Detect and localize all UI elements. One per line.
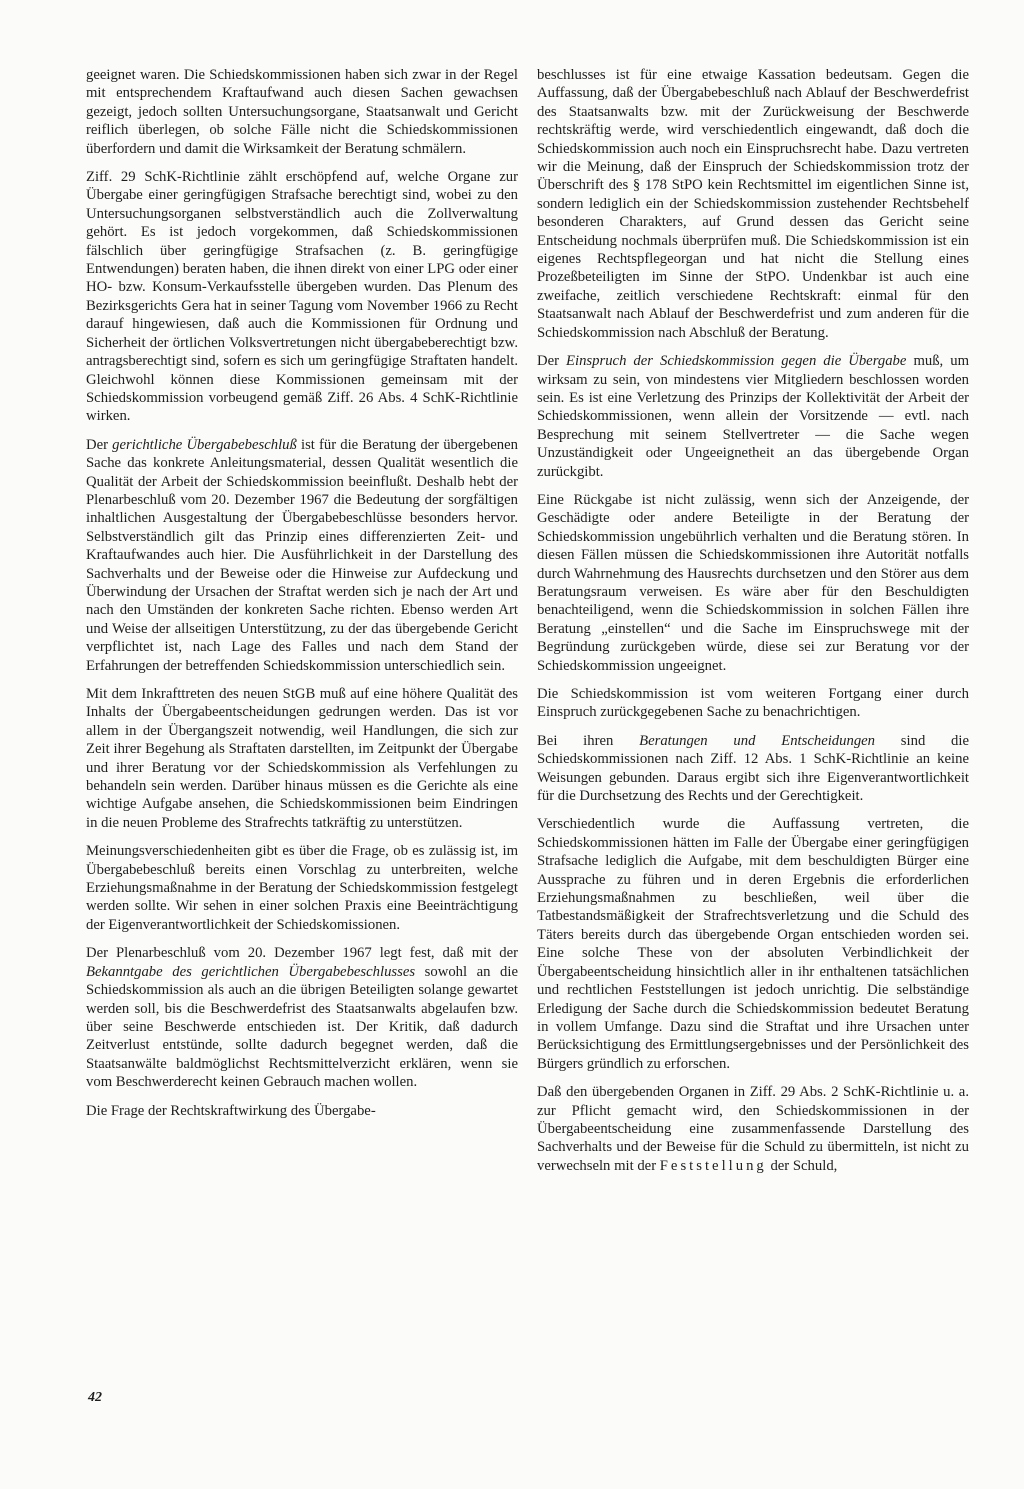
spaced-term: Feststellung: [659, 1157, 767, 1174]
paragraph: Verschiedentlich wurde die Auffassung vertreten, die Schiedskommissionen hätten im Falle der Übergabe einer geringfügigen Strafsache lediglich die Aufgabe, mit dem beschuldigten Bürger eine Aussprache zu führen und in deren Ergebnis die erforderlichen Erziehungsmaßnahmen zu beschließen, weil über die Tatbestandsmäßigkeit der Strafrechtsverletzung und die Schuld des Täters bereits durch das übergebende Organ entschieden worden sei. Eine solche These von der absoluten Verbindlichkeit der Übergabeentscheidung hinsichtlich aller in ihr enthaltenen tatsächlichen und rechtlichen Feststellungen ist jedoch unrichtig. Die selbständige Erledigung der Sache durch die Schiedskommission bedeutet Beratung in vollem Umfange. Dazu sind die Straftat und ihre Ursachen unter Berücksichtigung des Ermittlungsergebnisses und der Persönlichkeit des Bürgers gründlich zu erforschen.: [537, 816, 969, 1072]
paragraph: Bei ihren Beratungen und Entscheidungen sind die Schiedskommissionen nach Ziff. 12 Abs. 1 SchK-Richtlinie an keine Weisungen gebunden. Daraus ergibt sich ihre Eigenverantwortlichkeit für die Durchsetzung des Rechts und der Gerechtigkeit.: [537, 732, 969, 805]
right-column: [537, 66, 969, 1185]
paragraph: Ziff. 29 SchK-Richtlinie zählt erschöpfend auf, welche Organe zur Übergabe einer geringfügigen Strafsache berechtigt sind, wobei zu den Untersuchungsorganen selbstverständlich auch die Zollverwaltung gehört. Es ist jedoch vorgekommen, daß Schiedskommissionen fälschlich über geringfügige Strafsachen (z. B. geringfügige Entwendungen) beraten haben, die ihnen direkt von einer LPG oder einer HO- bzw. Konsum-Verkaufsstelle übergeben wurden. Das Plenum des Bezirksgerichts Gera hat in seiner Tagung vom November 1966 zu Recht darauf hingewiesen, daß auch die Kommissionen für Ordnung und Sicherheit der örtlichen Volksvertretungen nicht übergabeberechtigt bzw. antragsberechtigt sind, sofern es sich um geringfügige Straftaten handelt. Gleichwohl können diese Kommissionen gemeinsam mit der Schiedskommission vorbeugend gemäß Ziff. 26 Abs. 4 SchK-Richtlinie wirken.: [86, 169, 518, 425]
page-number: 42: [88, 1390, 102, 1405]
paragraph: Der Plenarbeschluß vom 20. Dezember 1967 legt fest, daß mit der Bekanntgabe des gerichtlichen Übergabebeschlusses sowohl an die Schiedskommission als auch an die übrigen Beteiligten solange gewartet werden soll, bis die Beschwerdefrist des Staatsanwalts abgelaufen bzw. über seine Beschwerde entschieden ist. Der Kritik, daß dadurch Zeitverlust entstünde, sollte dadurch begegnet werden, daß die Staatsanwälte baldmöglichst Rechtsmittelverzicht erklären, wenn sie vom Beschwerderecht keinen Gebrauch machen wollen.: [86, 945, 518, 1091]
paragraph: beschlusses ist für eine etwaige Kassation bedeutsam. Gegen die Auffassung, daß der Übergabebeschluß nach Ablauf der Beschwerdefrist des Staatsanwalts bzw. mit der Zurückweisung der Beschwerde rechtskräftig werde, wird verschiedentlich eingewandt, daß doch die Schiedskommission auch noch ein Einspruchsrecht habe. Dazu vertreten wir die Meinung, daß der Einspruch der Schiedskommission trotz der Überschrift des § 178 StPO kein Rechtsmittel im eigentlichen Sinne ist, sondern lediglich ein der Schiedskommission zustehender Rechtsbehelf besonderen Charakters, auf Grund dessen das Gericht seine Entscheidung nochmals überprüfen muß. Die Schiedskommission ist ein eigenes Rechtspflegeorgan und hat nicht die Stellung eines Prozeßbeteiligten im Sinne der StPO. Undenkbar ist auch eine zweifache, zeitlich verschiedene Rechtskraft: einmal für den Staatsanwalt nach Ablauf der Beschwerdefrist und zum anderen für die Schiedskommission nach Abschluß der Beratung.: [537, 67, 969, 341]
paragraph: Mit dem Inkrafttreten des neuen StGB muß auf eine höhere Qualität des Inhalts der Übergabeentscheidungen gedrungen werden. Das ist vor allem in der Übergangszeit notwendig, weil Handlungen, die sich zur Zeit ihrer Begehung als Straftaten darstellten, im Zeitpunkt der Übergabe und ihrer Beratung vor der Schiedskommission als Verfehlungen zu behandeln sein werden. Darüber hinaus müssen es die Gerichte als eine wichtige Aufgabe ansehen, die Schiedskommissionen beim Eindringen in die neuen Probleme des Strafrechts tatkräftig zu unterstützen.: [86, 686, 518, 831]
paragraph: Meinungsverschiedenheiten gibt es über die Frage, ob es zulässig ist, im Übergabebeschluß bereits einen Vorschlag zu unterbreiten, welche Erziehungsmaßnahme in der Beratung der Schiedskommission festgelegt werden sollte. Wir sehen in einer solchen Praxis eine Beeinträchtigung der Eigenverantwortlichkeit der Schiedskomissionen.: [86, 843, 518, 933]
emphasized-term: gerichtliche Übergabebeschluß: [112, 436, 297, 453]
emphasized-term: Einspruch der Schiedskommission gegen die Übergabe: [566, 353, 907, 370]
paragraph: Eine Rückgabe ist nicht zulässig, wenn sich der Anzeigende, der Geschädigte oder andere Beteiligte in der Beratung der Schiedskommission ungebührlich verhalten und die Beratung stören. In diesen Fällen müssen die Schiedskommissionen ihre Autorität notfalls durch Wahrnehmung des Hausrechts durchsetzen und den Störer aus dem Beratungsraum verweisen. Es wäre aber für den Beschuldigten benachteiligend, wenn die Schiedskommission in solchen Fällen ihre Beratung „einstellen“ und die Sache im Einspruchswege mit der Begründung zurückgeben würde, diese sei zur Beratung vor der Schiedskommission ungeeignet.: [537, 491, 969, 674]
emphasized-term: Beratungen und Entscheidungen: [639, 732, 876, 749]
emphasized-term: Bekanntgabe des gerichtlichen Übergabebeschlusses: [86, 963, 416, 980]
paragraph: Der Einspruch der Schiedskommission gegen die Übergabe muß, um wirksam zu sein, von mindestens vier Mitgliedern beschlossen worden sein. Es ist eine Verletzung des Prinzips der Kollektivität der Arbeit der Schiedskommissionen, wenn allein der Vorsitzende — evtl. nach Besprechung mit seinem Stellvertreter — die Sache wegen Unzuständigkeit oder Ungeeignetheit an das übergebende Organ zurückgibt.: [537, 353, 969, 480]
paragraph: Die Schiedskommission ist vom weiteren Fortgang einer durch Einspruch zurückgegebenen Sache zu benachrichtigen.: [537, 686, 969, 721]
paragraph: geeignet waren. Die Schiedskommissionen haben sich zwar in der Regel mit entsprechendem Kraftaufwand auch diesen Sachen gewachsen gezeigt, jedoch sollten Untersuchungsorgane, Staatsanwalt und Gericht reiflich überlegen, ob solche Fälle nicht die Schiedskommissionen überfordern und damit die Wirksamkeit der Beratung schmälern.: [86, 67, 518, 157]
left-column: [86, 66, 518, 1130]
paragraph: Der gerichtliche Übergabebeschluß ist für die Beratung der übergebenen Sache das konkrete Anleitungsmaterial, dessen Qualität wesentlich die Qualität der Arbeit der Schiedskommission beeinflußt. Deshalb hebt der Plenarbeschluß vom 20. Dezember 1967 die Bedeutung der sorgfältigen inhaltlichen Ausgestaltung der Übergabebeschlüsse besonders hervor. Selbstverständlich gilt das Prinzip eines differenzierten Zeit- und Kraftaufwandes auch hier. Die Ausführlichkeit in der Darstellung des Sachverhalts und der Beweise oder die Hinweise zur Aufdeckung und Überwindung der Ursachen der Straftat werden sich je nach der Art und nach den Umständen der konkreten Sache richten. Ebenso werden Art und Weise der allseitigen Unterstützung, zu der das übergebende Gericht verpflichtet ist, nach Lage des Falles und nach dem Stand der Erfahrungen der betreffenden Schiedskommission unterschiedlich sein.: [86, 436, 518, 674]
paragraph: Die Frage der Rechtskraftwirkung des Übergabe-: [86, 1102, 376, 1119]
paragraph: Daß den übergebenden Organen in Ziff. 29 Abs. 2 SchK-Richtlinie u. a. zur Pflicht gemacht wird, den Schiedskommissionen in der Übergabeentscheidung eine zusammenfassende Darstellung des Sachverhalts und der Beweise für die Schuld zu übermitteln, ist nicht zu verwechseln mit der Feststellung der Schuld,: [537, 1084, 969, 1174]
